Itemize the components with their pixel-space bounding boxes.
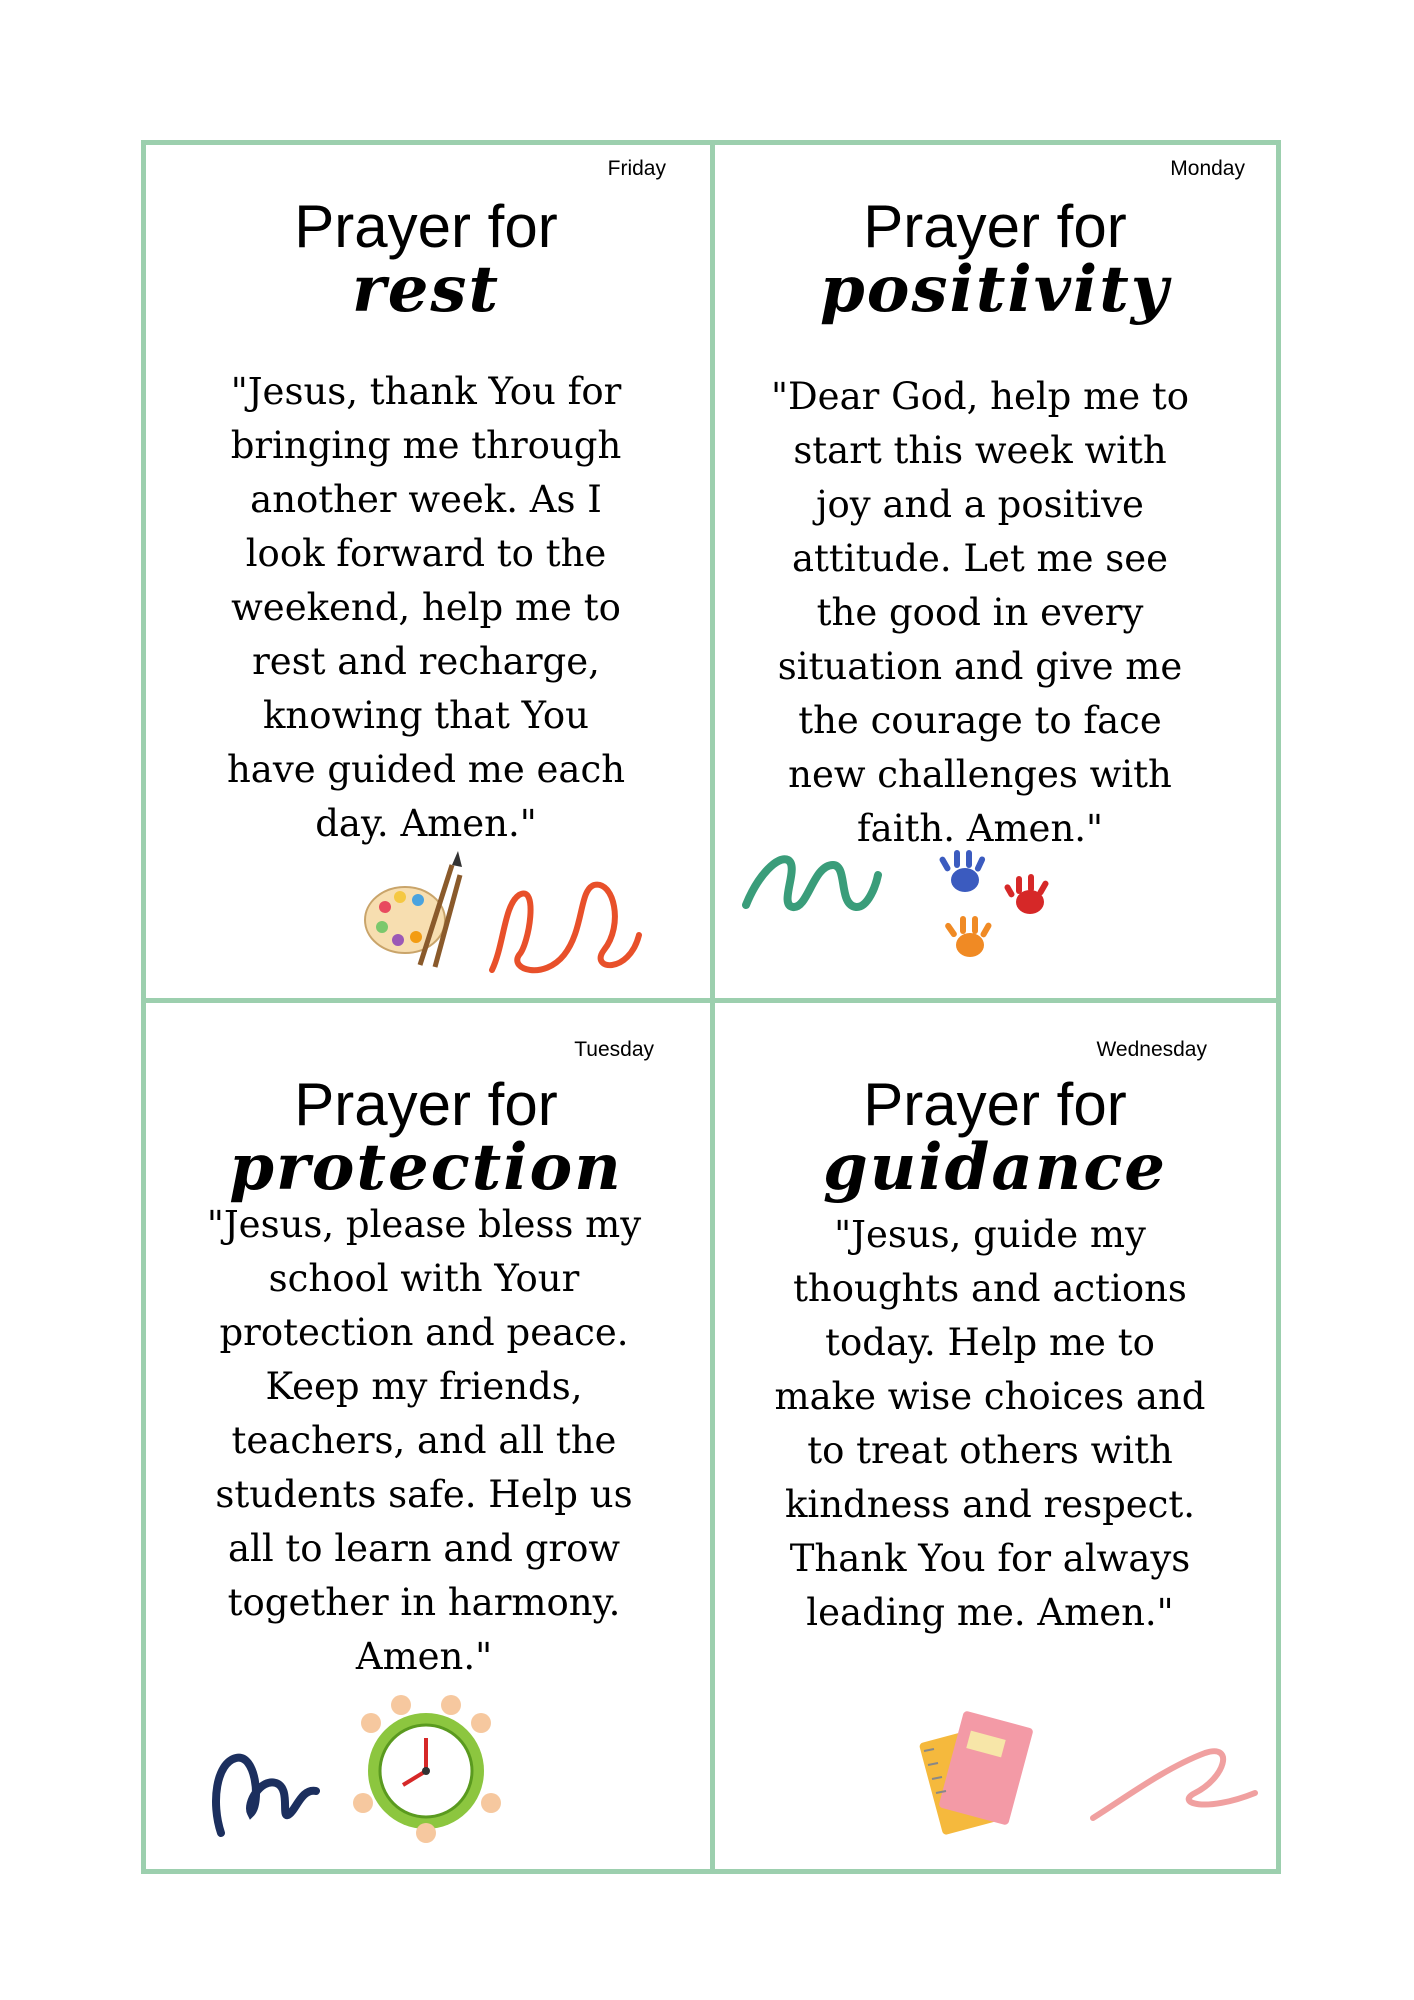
prayer-text: "Jesus, thank You for bringing me through another week. As I look forward to the weekend, help me to rest and recharge, knowing that You have guided me each day. Amen." bbox=[226, 370, 626, 845]
prayer-card-guidance bbox=[715, 1003, 1275, 1869]
card-topic: rest bbox=[351, 252, 501, 327]
day-label: Tuesday bbox=[574, 1038, 654, 1061]
card-topic: protection bbox=[229, 1130, 623, 1205]
card-title: Prayer for bbox=[294, 1071, 558, 1138]
prayer-text: "Jesus, guide my thoughts and actions today. Help me to make wise choices and to treat others with kindness and respect. Thank You for always leading me. Amen." bbox=[774, 1213, 1206, 1634]
pink-squiggle-decoration bbox=[1085, 1738, 1265, 1828]
green-squiggle-decoration bbox=[738, 835, 888, 925]
day-label: Monday bbox=[1170, 157, 1245, 180]
card-title: Prayer for bbox=[863, 193, 1127, 260]
card-title: Prayer for bbox=[863, 1071, 1127, 1138]
card-topic: positivity bbox=[820, 252, 1170, 327]
day-label: Friday bbox=[607, 157, 666, 180]
notebooks-icon bbox=[910, 1703, 1050, 1843]
prayer-card-rest bbox=[146, 145, 706, 998]
prayer-text: "Jesus, please bless my school with Your protection and peace. Keep my friends, teachers, and all the students safe. Help us all to learn and grow together in harmony. Amen." bbox=[206, 1203, 642, 1678]
handprints-icon bbox=[930, 850, 1070, 980]
orange-squiggle-decoration bbox=[484, 875, 644, 985]
prayer-card-positivity bbox=[715, 145, 1275, 998]
prayer-card-protection bbox=[146, 1003, 706, 1869]
card-topic: guidance bbox=[822, 1130, 1168, 1205]
prayer-text: "Dear God, help me to start this week with joy and a positive attitude. Let me see the good in every situation and give me the courage to face new challenges with faith. Amen." bbox=[770, 375, 1190, 850]
clock-with-kids-icon bbox=[341, 1693, 511, 1843]
paint-palette-icon bbox=[360, 845, 470, 975]
card-title: Prayer for bbox=[294, 193, 558, 260]
navy-squiggle-decoration bbox=[206, 1743, 336, 1843]
day-label: Wednesday bbox=[1096, 1038, 1207, 1061]
